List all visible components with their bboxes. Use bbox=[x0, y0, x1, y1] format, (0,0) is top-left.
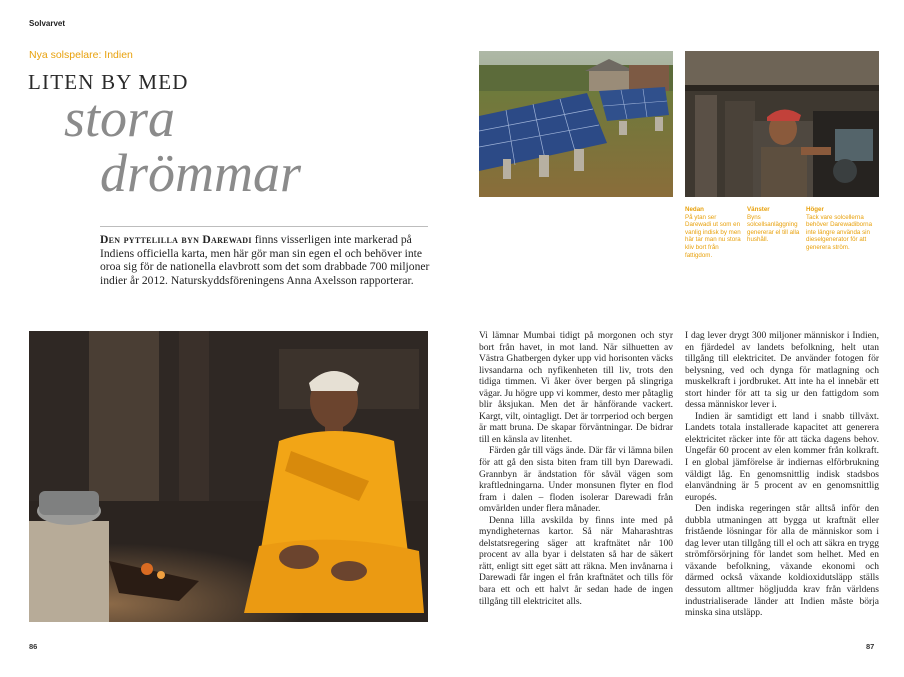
section-label: Solvarvet bbox=[29, 19, 66, 28]
ingress-lead: Den pyttelilla byn Darewadi bbox=[100, 233, 252, 246]
divider bbox=[100, 226, 428, 227]
caption-left bbox=[685, 206, 741, 259]
page-number-right: 87 bbox=[866, 642, 875, 651]
woman-cooking-photo bbox=[29, 331, 428, 622]
page-number-left: 86 bbox=[29, 642, 38, 651]
ingress-text: finns visserligen inte markerad på Indiens officiella karta, men här gör man sin egen el och behöver inte oroa sig för de nationella elavbrott som det som drabbade 700 miljoner indier år 2012. Naturskyddsföreningens Anna Axelsson rapporterar. bbox=[100, 233, 430, 287]
title-line-1: LITEN BY MED bbox=[28, 70, 189, 94]
caption-middle-head: Vänster bbox=[747, 206, 770, 213]
caption-left-text: På ytan ser Darewadi ut som en vanlig indisk by men här tar man nu stora kliv bort från fattigdom. bbox=[685, 213, 741, 259]
generator-photo bbox=[685, 51, 879, 197]
col2-paragraph-1: I dag lever drygt 300 miljoner människor i Indien, en fjärdedel av landets befolkning, helt utan tillgång till elektricitet. De använder fotogen för belysning, ved och dynga för matlagning och muskelkraft i jordbruket. Att inte ha el innebär ett stort hinder för att ta sig ur den fattigdom som dessa människor lever i. bbox=[685, 331, 879, 411]
caption-right bbox=[806, 206, 876, 252]
col2-paragraph-3: Den indiska regeringen står alltså inför den dubbla utmaningen att bygga ut kraftnät eller fristående lösningar för alla de människor som i dag lever utan tillgång till el och att säkra en trygg strömförsörjning för landet som helhet. Med en växande befolkning, växande ekonomi och därmed också växande koldioxidutsläpp ställs dessutom alltmer högljudda krav från världens industrialiserade länder att Indien måste börja minska sina utsläpp. bbox=[685, 504, 879, 619]
col1-paragraph-1: Vi lämnar Mumbai tidigt på morgonen och styr bort från havet, in mot land. När silhuetten av Västra Ghatbergen dyker upp vid horisonten väcks livsandarna och nyfikenheten till liv, trots den tidiga timmen. Vi åker över bergen på slingriga vägar. Ju högre upp vi kommer, desto mer påtaglig blir åksjukan. Men det är hänförande vackert. Kargt, vilt, ointagligt. Det är torrperiod och bergen är matt bruna. De skapar förväntningar. De bidrar till en känsla av litenhet. bbox=[479, 331, 673, 445]
kicker: Nya solspelare: Indien bbox=[29, 49, 133, 61]
caption-right-text: Tack vare solcellerna behöver Darewadiborna inte längre använda sin dieselgenerator för att generera ström. bbox=[806, 213, 873, 251]
caption-middle-text: Byns solcellsanläggning genererar el till alla hushåll. bbox=[747, 213, 800, 244]
col1-paragraph-3: Denna lilla avskilda by finns inte med på myndigheternas kartor. Så när Maharashtras delstatsregering säger att kraftnätet når 100 procent av alla byar i delstaten så har de säkert rätt, enligt sitt eget sätt att räkna. Men invånarna i Darewadi får ingen el från kraftnätet och tills för bara ett och ett halvt år sedan hade de ingen tillgång till elektricitet alls. bbox=[479, 515, 673, 607]
col2-paragraph-2: Indien är samtidigt ett land i snabb tillväxt. Landets totala installerade kapacitet att generera elektricitet räcker inte för att täcka dagens behov. Ungefär 60 procent av elen kommer från kolkraft. I en global jämförelse är indiernas elförbrukning väldigt låg. En genomsnittlig indisk stadsbos elanvändning är 5 procent av en genomsnittlig europés. bbox=[685, 411, 879, 503]
title-line-2: stora bbox=[64, 88, 176, 148]
title-line-3: drömmar bbox=[100, 143, 302, 203]
solar-panels-photo bbox=[479, 51, 673, 197]
ingress bbox=[100, 233, 430, 287]
caption-left-head: Nedan bbox=[685, 206, 704, 213]
caption-middle bbox=[747, 206, 801, 244]
col1-paragraph-2: Färden går till vägs ände. Där får vi lämna bilen för att gå den sista biten fram till byn Darewadi. Grannbyn är ändstation för såväl vägen som kraftledningarna. Under monsunen flyter en flod fram i dalen – floden isolerar Darewadi från omvärlden under flera månader. bbox=[479, 446, 673, 515]
body-column-1 bbox=[479, 331, 673, 608]
body-column-2 bbox=[685, 331, 879, 620]
caption-right-head: Höger bbox=[806, 206, 824, 213]
